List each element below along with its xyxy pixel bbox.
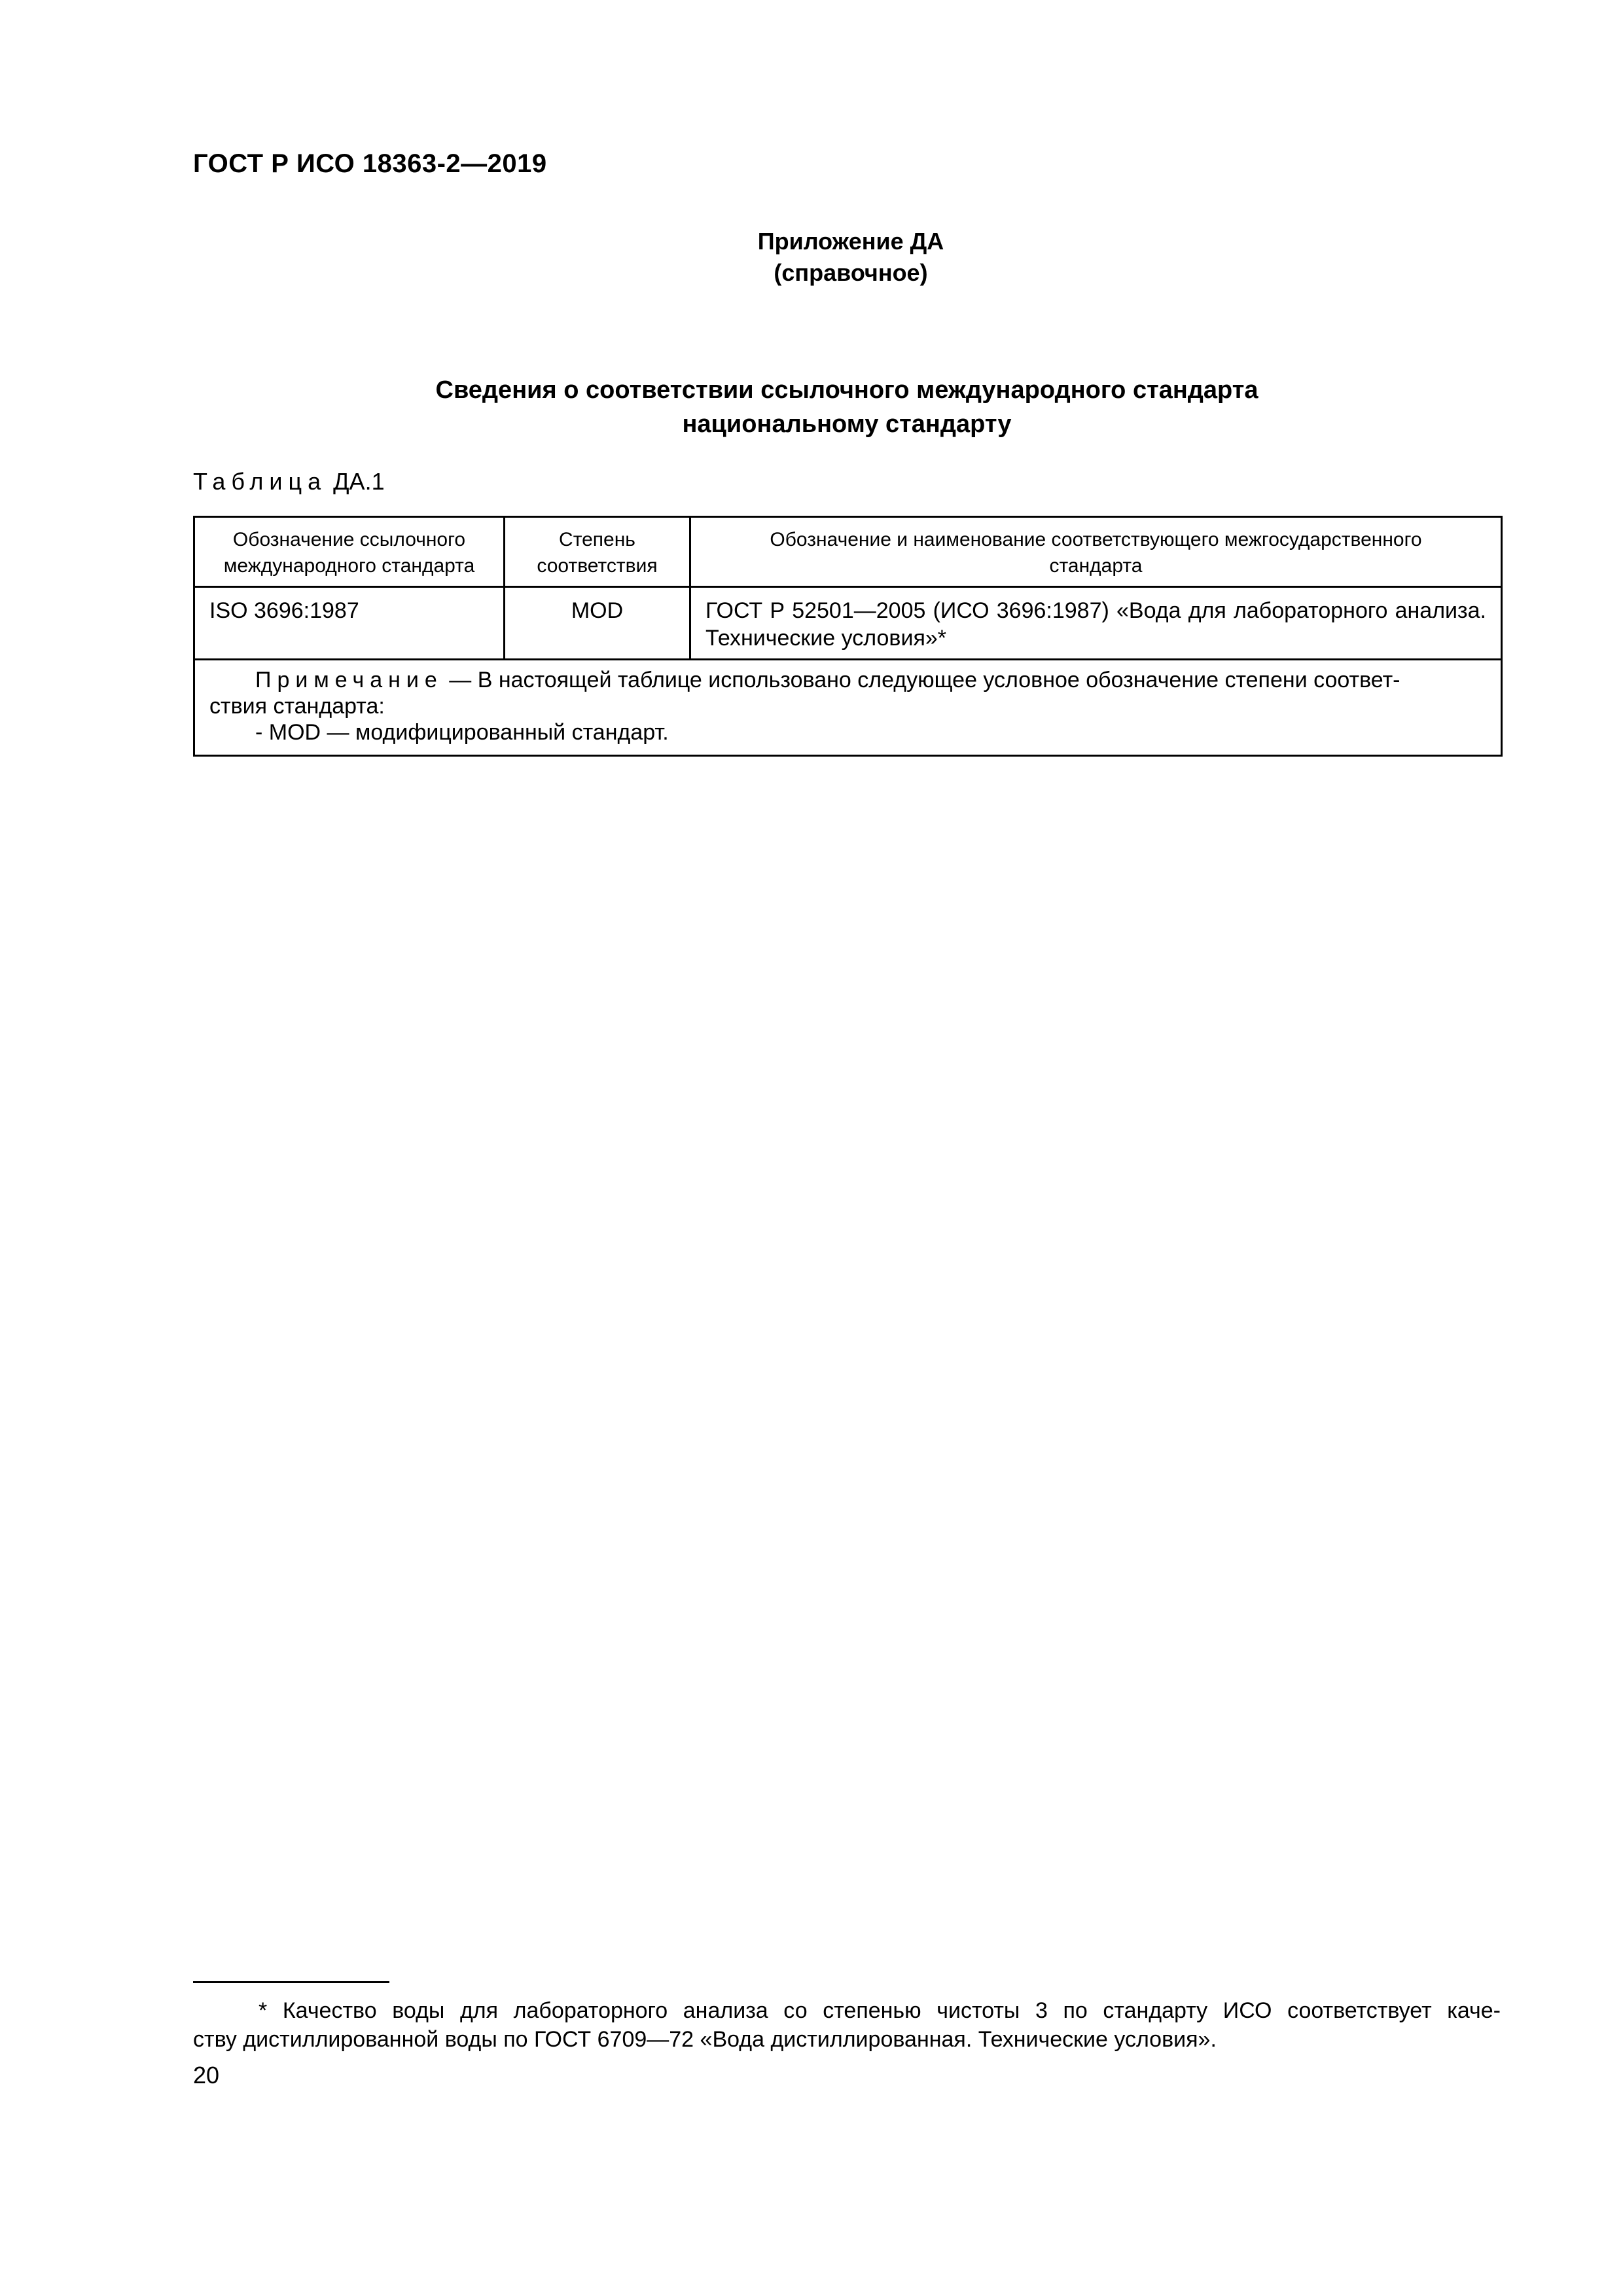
note-label: Примечание [255, 668, 443, 692]
table-header-row [194, 517, 1502, 587]
footnote-line1: * Качество воды для лабораторного анализа со степенью чистоты 3 по стандарту ИСО соответствует каче- [259, 1998, 1501, 2023]
table-caption-number: ДА.1 [333, 468, 385, 495]
note-text-continued: ствия стандарта: [209, 694, 385, 719]
cell-national-standard: ГОСТ Р 52501—2005 (ИСО 3696:1987) «Вода для лабораторного анализа. Технические условия»* [690, 587, 1502, 660]
table-caption [193, 468, 385, 495]
footnote [193, 1996, 1501, 2054]
table-caption-word: Таблица [193, 468, 327, 495]
appendix-heading [654, 226, 1047, 289]
document-code: ГОСТ Р ИСО 18363-2—2019 [193, 149, 547, 178]
footnote-line2: ству дистиллированной воды по ГОСТ 6709—72 «Вода дистиллированная. Технические условия». [193, 2027, 1217, 2052]
table-note-row [194, 660, 1502, 756]
footnote-divider [193, 1981, 389, 1983]
note-text: — В настоящей таблице использовано следующее условное обозначение степени соответ- [442, 668, 1400, 692]
appendix-type: (справочное) [774, 259, 928, 286]
note-item: - MOD — модифицированный стандарт. [255, 720, 669, 745]
header-reference-standard: Обозначение ссылочного международного стандарта [194, 517, 505, 587]
page-number: 20 [193, 2062, 220, 2089]
header-national-standard: Обозначение и наименование соответствующего межгосударственного стандарта [690, 517, 1502, 587]
header-degree: Степень соответствия [505, 517, 690, 587]
table-note [194, 660, 1502, 756]
appendix-name: Приложение ДА [757, 228, 944, 255]
section-title-line2: национальному стандарту [682, 410, 1012, 438]
section-title [193, 373, 1501, 441]
cell-degree: MOD [505, 587, 690, 660]
table-row [194, 587, 1502, 660]
correspondence-table [193, 516, 1503, 757]
section-title-line1: Сведения о соответствии ссылочного международного стандарта [435, 376, 1258, 404]
cell-designation: ISO 3696:1987 [194, 587, 505, 660]
